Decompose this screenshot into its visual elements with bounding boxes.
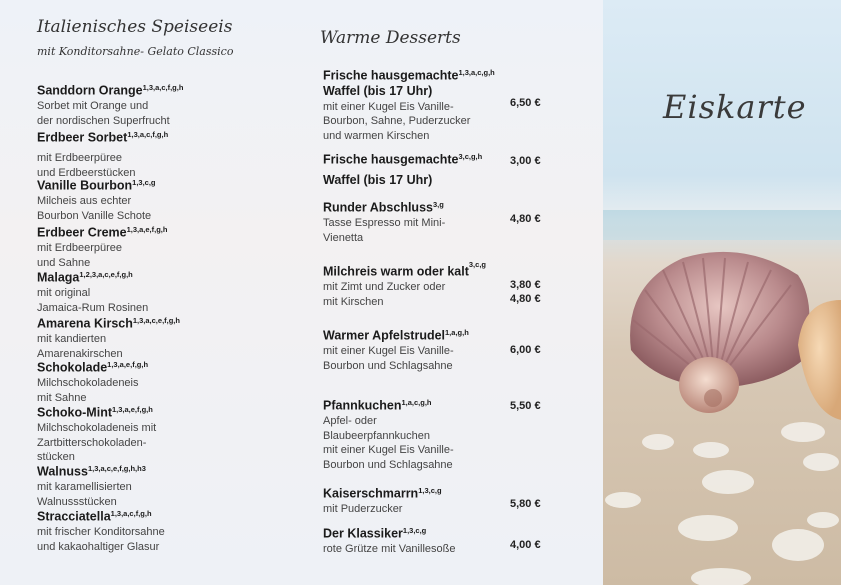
warm-dessert-item bbox=[323, 66, 495, 144]
item-desc: Vienetta bbox=[323, 231, 364, 244]
gelato-item bbox=[37, 268, 148, 315]
item-name: Milchreis warm oder kalt bbox=[323, 264, 469, 279]
gelato-item bbox=[37, 176, 156, 223]
item-desc: mit kandierten bbox=[37, 333, 107, 346]
item-desc: der nordischen Superfrucht bbox=[37, 114, 170, 127]
item-desc: stücken bbox=[37, 451, 75, 464]
allergen-codes: 1,3,a,c,e,f,g,h,h3 bbox=[87, 464, 146, 473]
item-name: Schokolade bbox=[37, 360, 108, 375]
allergen-codes: 1,3,c,g bbox=[132, 178, 156, 187]
item-desc: mit Erdbeerpüree bbox=[37, 152, 122, 165]
item-name: Walnuss bbox=[37, 464, 88, 479]
allergen-codes: 1,a,c,g,h bbox=[401, 398, 432, 407]
gelato-section-title: Italienisches Speiseeis bbox=[37, 17, 233, 37]
item-name-line2: Waffel (bis 17 Uhr) bbox=[323, 84, 433, 99]
allergen-codes: 1,3,c,g bbox=[402, 526, 427, 535]
allergen-codes: 1,3,a,c,f,g,h bbox=[110, 509, 152, 518]
allergen-codes: 3,c,g,h bbox=[458, 152, 483, 161]
item-desc: mit Puderzucker bbox=[323, 503, 403, 516]
item-name: Erdbeer Sorbet bbox=[37, 130, 128, 145]
item-price: 5,80 € bbox=[510, 498, 541, 510]
item-desc: mit Sahne bbox=[37, 391, 87, 404]
item-price: 5,50 € bbox=[510, 400, 541, 412]
warm-dessert-item bbox=[323, 262, 486, 309]
item-desc: Blaubeerpfannkuchen bbox=[323, 429, 431, 442]
gelato-item bbox=[37, 314, 180, 361]
snail-shell-icon bbox=[679, 357, 739, 413]
item-name: Vanille Bourbon bbox=[37, 178, 133, 193]
warm-dessert-item bbox=[323, 524, 455, 557]
allergen-codes: 1,3,a,e,f,g,h bbox=[107, 360, 149, 369]
allergen-codes: 1,2,3,a,c,e,f,g,h bbox=[79, 270, 133, 279]
item-desc: Milcheis aus echter bbox=[37, 195, 132, 208]
item-desc: Walnussstücken bbox=[37, 495, 117, 508]
item-desc: mit einer Kugel Eis Vanille- bbox=[323, 100, 454, 113]
item-desc: Milchschokoladeneis bbox=[37, 377, 139, 390]
menu-cover-page bbox=[603, 0, 841, 585]
item-price: 3,80 € bbox=[510, 279, 541, 291]
item-desc: Milchschokoladeneis mit bbox=[37, 422, 157, 435]
item-price: 4,80 € bbox=[510, 213, 541, 225]
small-shells bbox=[605, 422, 839, 585]
allergen-codes: 1,3,a,c,e,f,g,h bbox=[132, 316, 180, 325]
item-desc: und Sahne bbox=[37, 256, 91, 269]
item-name: Erdbeer Creme bbox=[37, 225, 127, 240]
gelato-item bbox=[37, 358, 148, 405]
item-desc: mit Kirschen bbox=[323, 295, 384, 308]
allergen-codes: 1,3,a,e,f,g,h bbox=[112, 405, 153, 414]
item-desc: mit karamellisierten bbox=[37, 481, 132, 494]
allergen-codes: 3,g bbox=[432, 200, 444, 209]
gelato-item bbox=[37, 128, 169, 179]
item-name: Sanddorn Orange bbox=[37, 83, 143, 98]
item-desc: mit einer Kugel Eis Vanille- bbox=[323, 444, 454, 457]
item-desc: rote Grütze mit Vanillesoße bbox=[323, 543, 456, 556]
item-desc: Bourbon und Schlagsahne bbox=[323, 459, 453, 472]
warm-dessert-item bbox=[323, 326, 469, 373]
gelato-item bbox=[37, 462, 146, 509]
item-desc: mit frischer Konditorsahne bbox=[37, 526, 165, 539]
cover-title-overlay: Eiskarte bbox=[663, 88, 807, 126]
allergen-codes: 3,c,g bbox=[468, 260, 486, 269]
item-name: Der Klassiker bbox=[323, 526, 403, 541]
item-desc: Bourbon, Sahne, Puderzucker bbox=[323, 115, 471, 128]
item-name: Schoko-Mint bbox=[37, 405, 112, 420]
item-desc: Amarenakirschen bbox=[37, 347, 123, 360]
warm-dessert-item bbox=[323, 396, 454, 473]
warm-dessert-item bbox=[323, 150, 483, 188]
item-desc: und warmen Kirschen bbox=[323, 130, 430, 143]
warm-desserts-title: Warme Desserts bbox=[320, 28, 461, 48]
item-desc: Tasse Espresso mit Mini- bbox=[323, 217, 446, 230]
item-desc: und kakaohaltiger Glasur bbox=[37, 540, 160, 553]
item-price: 4,80 € bbox=[510, 293, 541, 305]
item-price: 6,50 € bbox=[510, 97, 541, 109]
item-desc: mit Erdbeerpüree bbox=[37, 242, 122, 255]
allergen-codes: 1,3,a,e,f,g,h bbox=[126, 225, 168, 234]
item-desc: Bourbon Vanille Schote bbox=[37, 209, 152, 222]
item-name: Runder Abschluss bbox=[323, 200, 433, 215]
item-name: Pfannkuchen bbox=[323, 398, 402, 413]
allergen-codes: 1,3,a,c,g,h bbox=[458, 68, 495, 77]
item-name: Stracciatella bbox=[37, 509, 111, 524]
item-price: 3,00 € bbox=[510, 155, 541, 167]
item-price: 4,00 € bbox=[510, 539, 541, 551]
item-desc: Sorbet mit Orange und bbox=[37, 100, 149, 113]
item-name: Frische hausgemachte bbox=[323, 68, 459, 83]
allergen-codes: 1,3,a,c,f,g,h bbox=[127, 130, 169, 139]
item-desc: mit Zimt und Zucker oder bbox=[323, 281, 446, 294]
item-name: Warmer Apfelstrudel bbox=[323, 328, 446, 343]
item-desc: Bourbon und Schlagsahne bbox=[323, 359, 453, 372]
item-name: Malaga bbox=[37, 270, 80, 285]
gelato-item bbox=[37, 403, 156, 465]
item-desc: Apfel- oder bbox=[323, 415, 377, 428]
allergen-codes: 1,a,g,h bbox=[445, 328, 469, 337]
item-price: 6,00 € bbox=[510, 344, 541, 356]
item-desc: mit einer Kugel Eis Vanille- bbox=[323, 345, 454, 358]
warm-dessert-item bbox=[323, 198, 445, 245]
item-desc: Zartbitterschokoladen- bbox=[37, 436, 147, 449]
item-name: Kaiserschmarrn bbox=[323, 486, 419, 501]
allergen-codes: 1,3,c,g bbox=[418, 486, 442, 495]
gelato-item bbox=[37, 507, 165, 554]
gelato-section-subtitle: mit Konditorsahne- Gelato Classico bbox=[37, 45, 234, 58]
gelato-item bbox=[37, 223, 167, 270]
item-desc: und Erdbeerstücken bbox=[37, 166, 136, 179]
item-desc: mit original bbox=[37, 287, 91, 300]
allergen-codes: 1,3,a,c,f,g,h bbox=[142, 83, 184, 92]
item-name: Frische hausgemachte bbox=[323, 152, 459, 167]
warm-dessert-item bbox=[323, 484, 442, 517]
item-desc: Jamaica-Rum Rosinen bbox=[37, 301, 149, 314]
gelato-item bbox=[37, 81, 183, 128]
item-name: Amarena Kirsch bbox=[37, 316, 133, 331]
item-name-line2: Waffel (bis 17 Uhr) bbox=[323, 173, 433, 188]
